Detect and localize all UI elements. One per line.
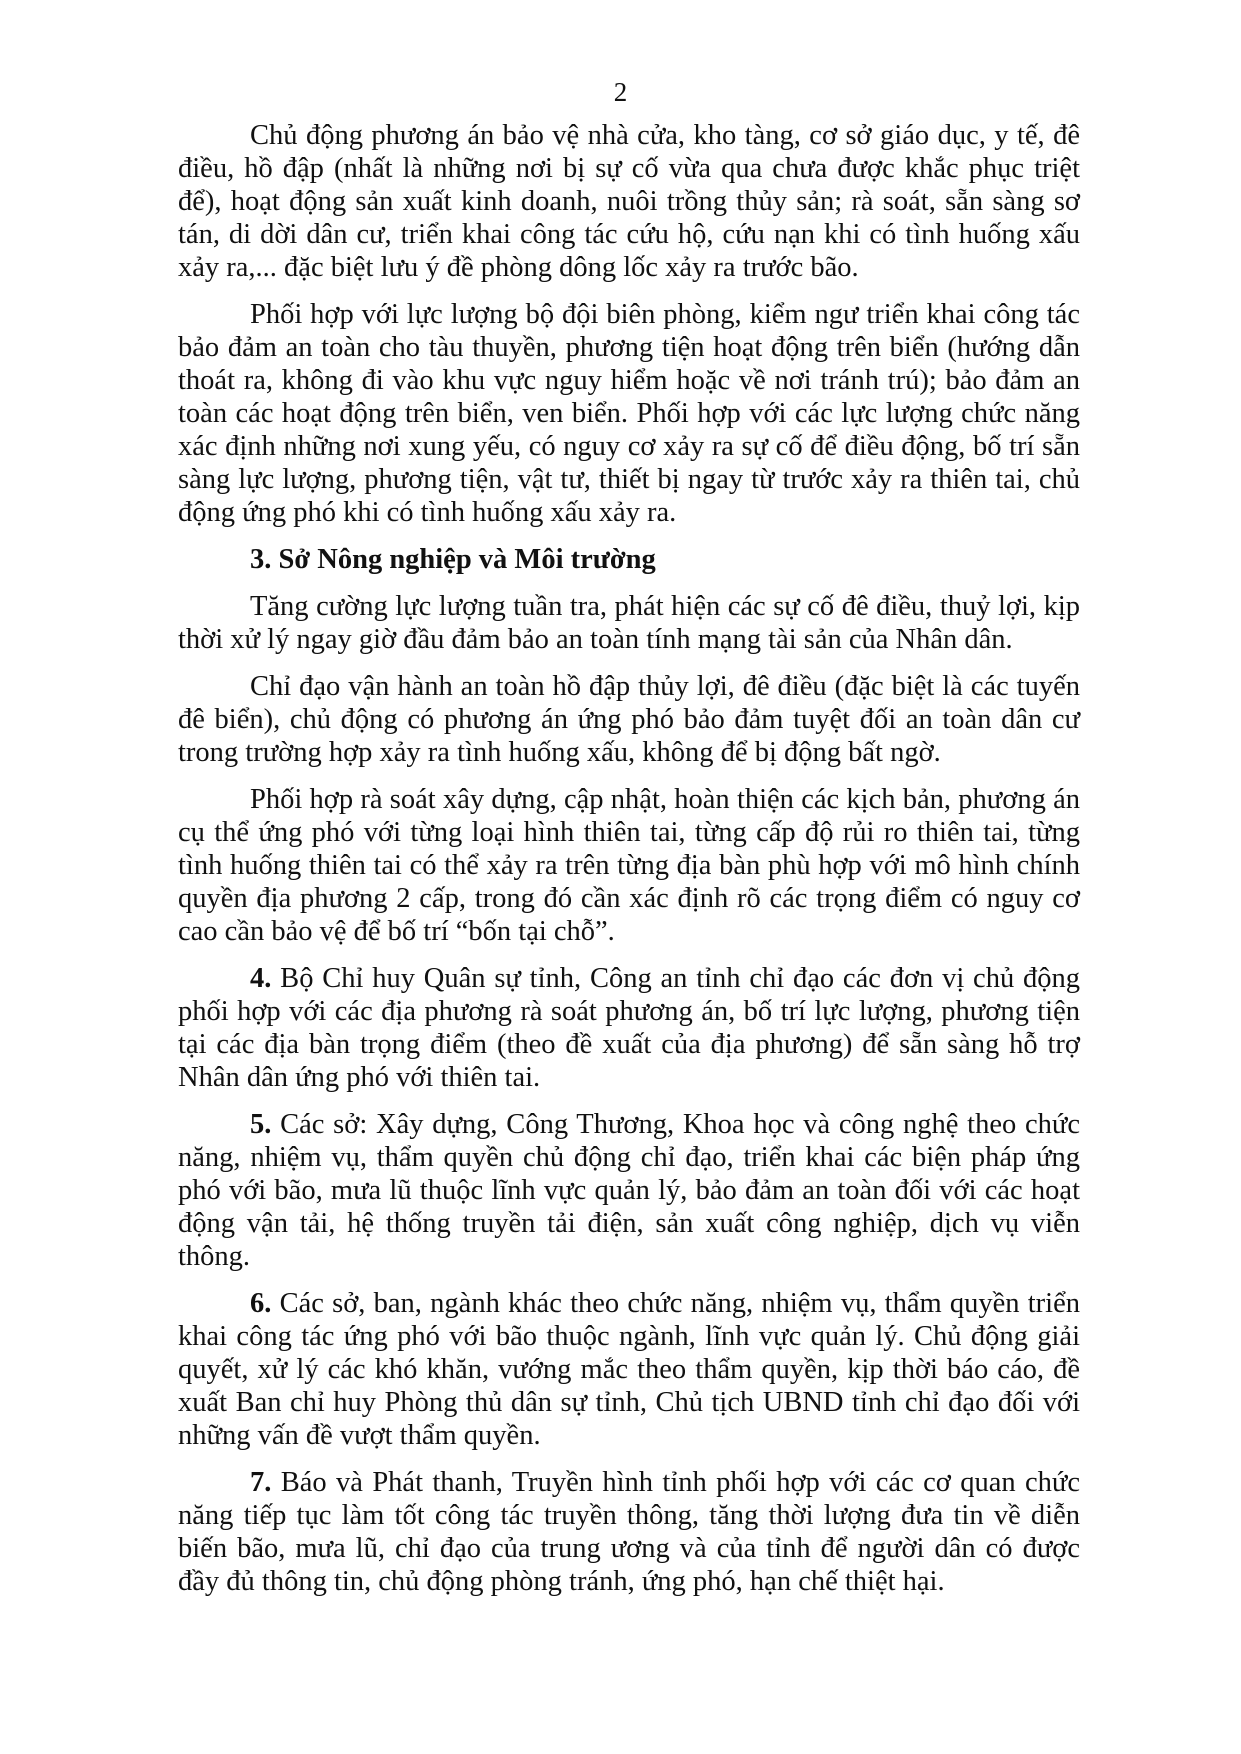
section-4-text: Bộ Chỉ huy Quân sự tỉnh, Công an tỉnh chỉ đạo các đơn vị chủ động phối hợp với các địa phương rà soát phương án, bố trí lực lượng, phương tiện tại các địa bàn trọng điểm (theo đề xuất của địa phương) để sẵn sàng hỗ trợ Nhân dân ứng phó với thiên tai. [178,963,1080,1093]
section-6-text: Các sở, ban, ngành khác theo chức năng, nhiệm vụ, thẩm quyền triển khai công tác ứng phó với bão thuộc ngành, lĩnh vực quản lý. Chủ động giải quyết, xử lý các khó khăn, vướng mắc theo thẩm quyền, kịp thời báo cáo, đề xuất Ban chỉ huy Phòng thủ dân sự tỉnh, Chủ tịch UBND tỉnh chỉ đạo đối với những vấn đề vượt thẩm quyền. [178,1288,1080,1451]
section-6-paragraph [178,1287,1080,1452]
section-3-heading: 3. Sở Nông nghiệp và Môi trường [250,544,656,575]
page-number: 2 [613,77,628,107]
section-7-number: 7. [250,1467,272,1498]
section-3-paragraph-patrol: Tăng cường lực lượng tuần tra, phát hiện các sự cố đê điều, thuỷ lợi, kịp thời xử lý ngay giờ đầu đảm bảo an toàn tính mạng tài sản của Nhân dân. [178,591,1080,655]
section-5-number: 5. [250,1109,272,1140]
paragraph-protection-plan: Chủ động phương án bảo vệ nhà cửa, kho tàng, cơ sở giáo dục, y tế, đê điều, hồ đập (nhất là những nơi bị sự cố vừa qua chưa được khắc phục triệt để), hoạt động sản xuất kinh doanh, nuôi trồng thủy sản; rà soát, sẵn sàng sơ tán, di dời dân cư, triển khai công tác cứu hộ, cứu nạn khi có tình huống xấu xảy ra,... đặc biệt lưu ý đề phòng dông lốc xảy ra trước bão. [178,120,1080,283]
document-body [178,119,1080,1612]
section-4-number: 4. [250,963,272,994]
section-7-paragraph [178,1466,1080,1598]
section-5-text: Các sở: Xây dựng, Công Thương, Khoa học và công nghệ theo chức năng, nhiệm vụ, thẩm quyền chủ động chỉ đạo, triển khai các biện pháp ứng phó với bão, mưa lũ thuộc lĩnh vực quản lý, bảo đảm an toàn đối với các hoạt động vận tải, hệ thống truyền tải điện, sản xuất công nghiệp, dịch vụ viễn thông. [178,1109,1080,1272]
section-5-paragraph [178,1108,1080,1273]
section-4-paragraph [178,962,1080,1094]
paragraph-border-guard-coordination: Phối hợp với lực lượng bộ đội biên phòng, kiểm ngư triển khai công tác bảo đảm an toàn cho tàu thuyền, phương tiện hoạt động trên biển (hướng dẫn thoát ra, không đi vào khu vực nguy hiểm hoặc về nơi tránh trú); bảo đảm an toàn các hoạt động trên biển, ven biển. Phối hợp với các lực lượng chức năng xác định những nơi xung yếu, có nguy cơ xảy ra sự cố để điều động, bố trí sẵn sàng lực lượng, phương tiện, vật tư, thiết bị ngay từ trước xảy ra thiên tai, chủ động ứng phó khi có tình huống xấu xảy ra. [178,299,1080,528]
section-3-paragraph-scenarios: Phối hợp rà soát xây dựng, cập nhật, hoàn thiện các kịch bản, phương án cụ thể ứng phó với từng loại hình thiên tai, từng cấp độ rủi ro thiên tai, từng tình huống thiên tai có thể xảy ra trên từng địa bàn phù hợp với mô hình chính quyền địa phương 2 cấp, trong đó cần xác định rõ các trọng điểm có nguy cơ cao cần bảo vệ để bố trí “bốn tại chỗ”. [178,784,1080,947]
section-3-paragraph-dam-operation: Chỉ đạo vận hành an toàn hồ đập thủy lợi, đê điều (đặc biệt là các tuyến đê biển), chủ động có phương án ứng phó bảo đảm tuyệt đối an toàn dân cư trong trường hợp xảy ra tình huống xấu, không để bị động bất ngờ. [178,671,1080,768]
section-6-number: 6. [250,1288,272,1319]
section-7-text: Báo và Phát thanh, Truyền hình tỉnh phối hợp với các cơ quan chức năng tiếp tục làm tốt công tác truyền thông, tăng thời lượng đưa tin về diễn biến bão, mưa lũ, chỉ đạo của trung ương và của tỉnh để người dân có được đầy đủ thông tin, chủ động phòng tránh, ứng phó, hạn chế thiệt hại. [178,1467,1080,1597]
